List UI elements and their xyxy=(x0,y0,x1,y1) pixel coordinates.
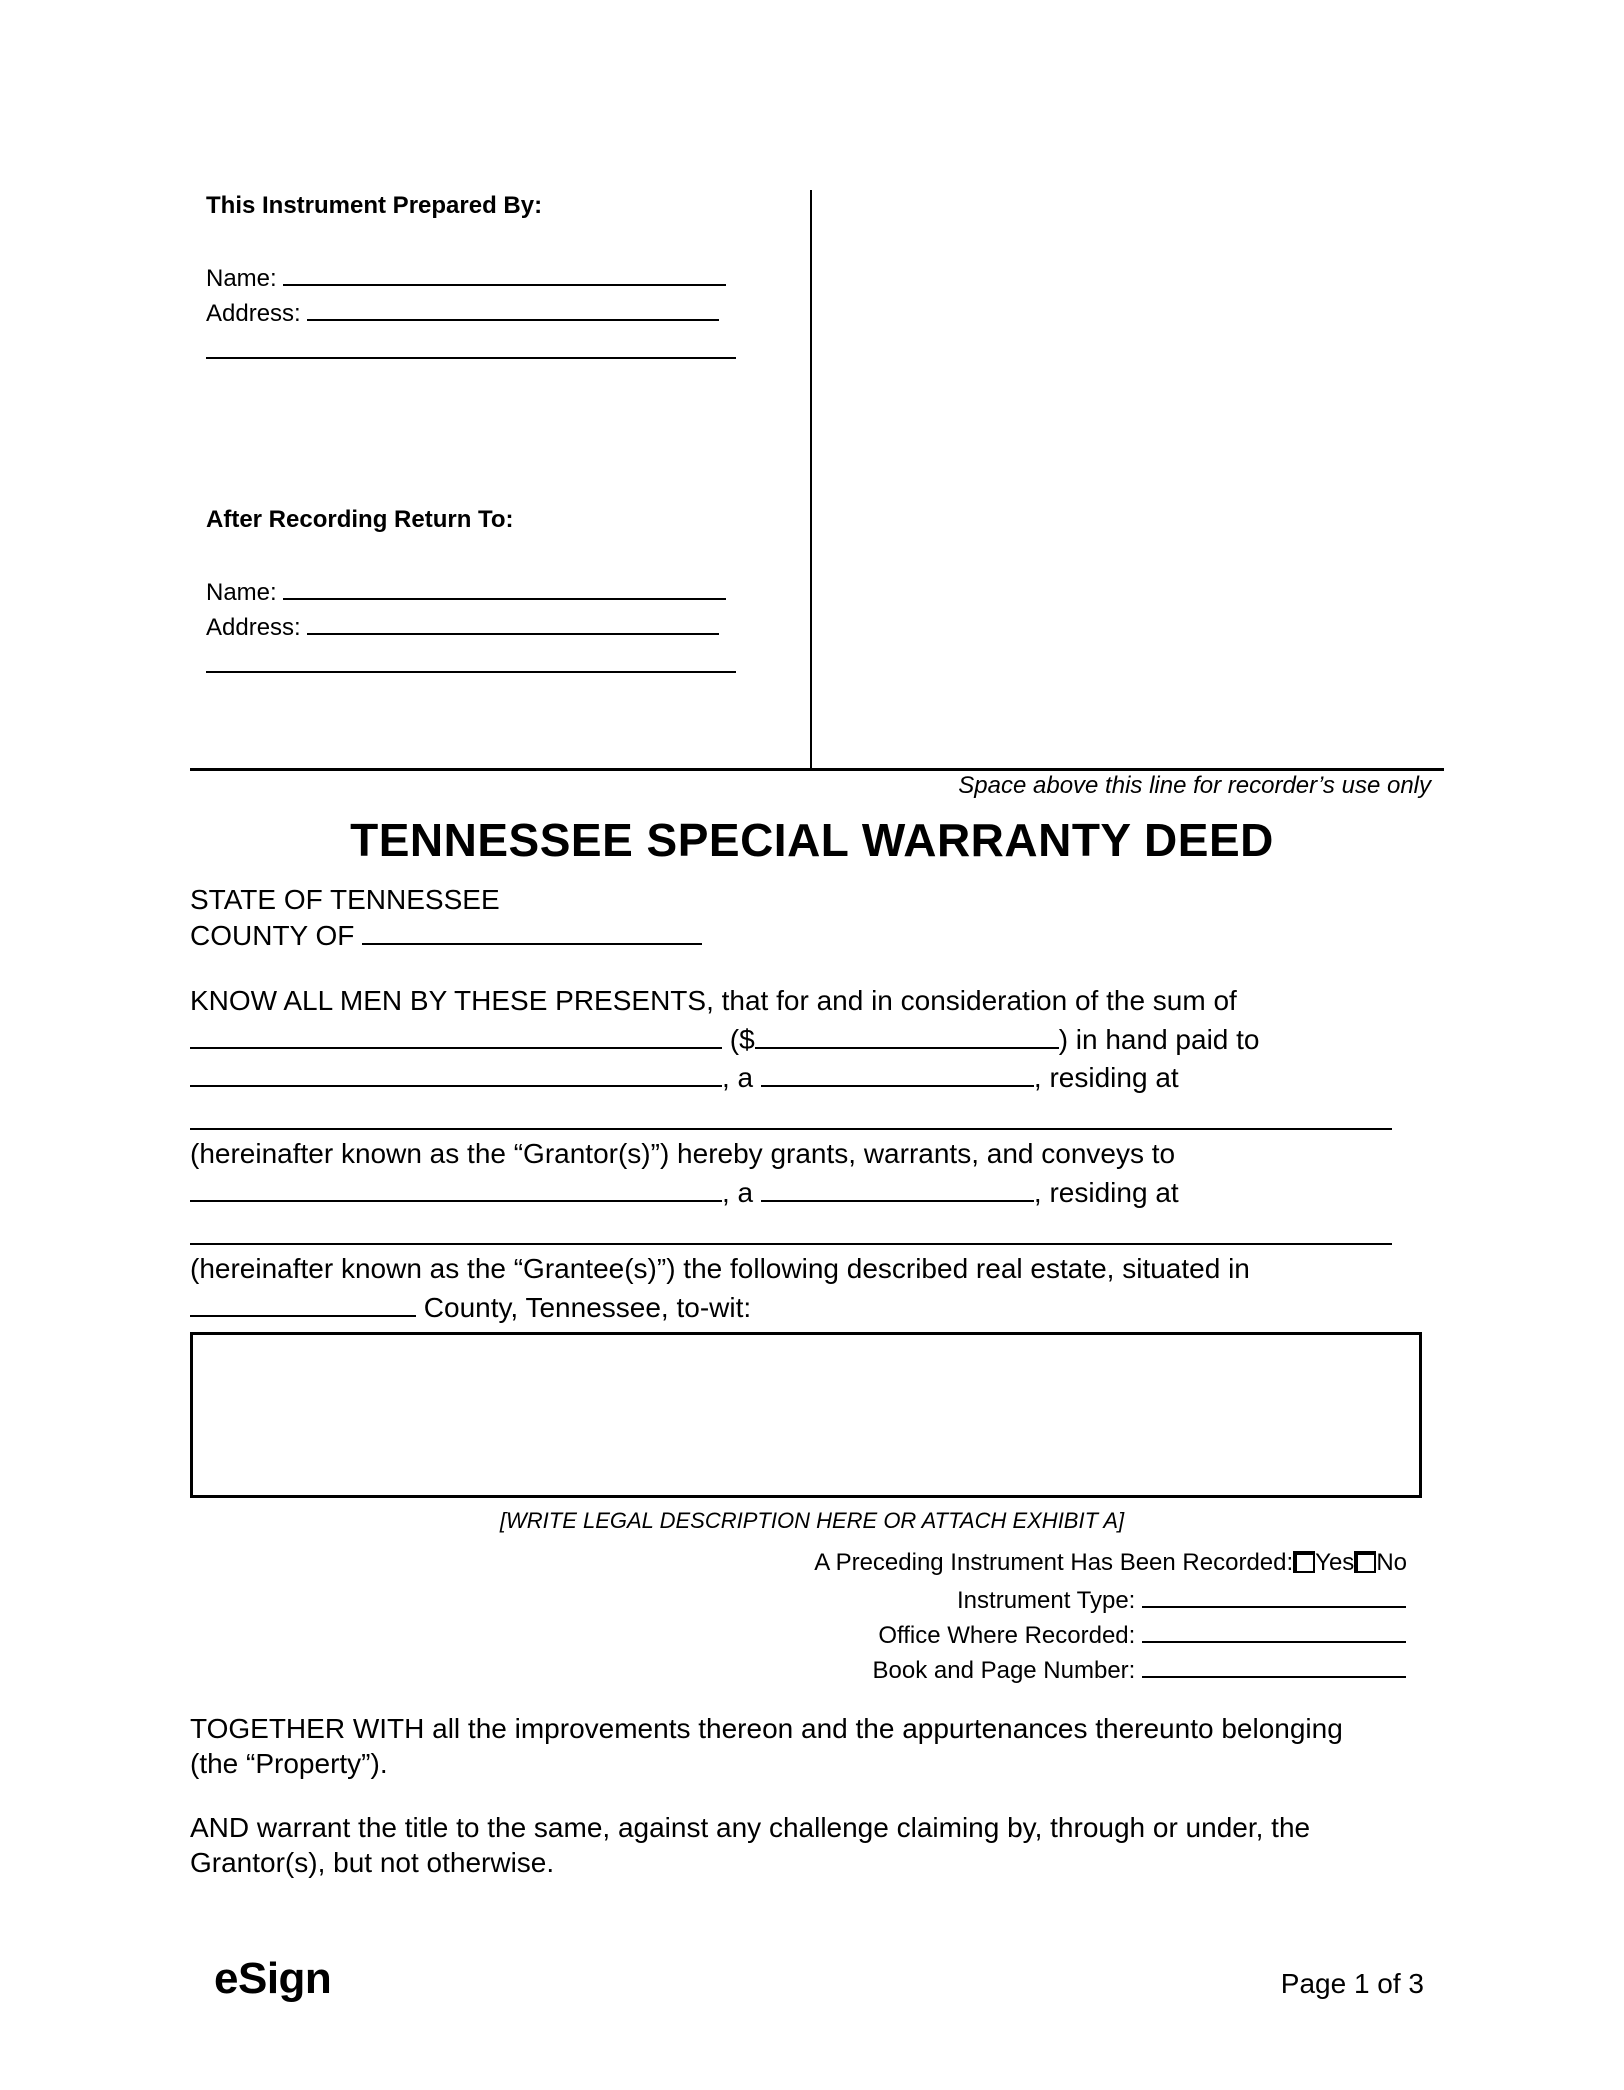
prepared-by-address-line-2[interactable] xyxy=(206,357,736,359)
return-to-address-row xyxy=(206,611,719,642)
grantor-status-field[interactable] xyxy=(761,1061,1034,1087)
prepared-by-title: This Instrument Prepared By: xyxy=(206,192,543,219)
warrant-line-1: AND warrant the title to the same, against any challenge claiming by, through or under, the xyxy=(190,1812,1311,1843)
prepared-by-name-row xyxy=(206,262,726,293)
grantee-name-field[interactable] xyxy=(190,1176,722,1202)
together-with-line-2: (the “Property”). xyxy=(190,1748,388,1779)
grantee-address-field[interactable] xyxy=(190,1243,1392,1245)
prepared-by-name-label: Name: xyxy=(206,265,277,292)
consideration-amount-field[interactable] xyxy=(755,1023,1059,1049)
book-page-label: Book and Page Number: xyxy=(872,1657,1136,1684)
grantor-comma-a: , a xyxy=(722,1062,754,1093)
no-label: No xyxy=(1376,1549,1407,1576)
grantor-row xyxy=(190,1061,1179,1094)
page-number: Page 1 of 3 xyxy=(1280,1968,1424,1999)
book-page-field[interactable] xyxy=(1142,1654,1406,1678)
grantor-definition-line: (hereinafter known as the “Grantor(s)”) hereby grants, warrants, and conveys to xyxy=(190,1138,1176,1169)
document-title: TENNESSEE SPECIAL WARRANTY DEED xyxy=(350,814,1274,866)
return-to-name-field[interactable] xyxy=(283,576,726,600)
county-field[interactable] xyxy=(362,919,702,945)
grantee-definition-line: (hereinafter known as the “Grantee(s)”) the following described real estate, situated in xyxy=(190,1253,1250,1284)
county-label: COUNTY OF xyxy=(190,920,355,951)
property-county-row xyxy=(190,1291,751,1324)
know-all-line: KNOW ALL MEN BY THESE PRESENTS, that for and in consideration of the sum of xyxy=(190,985,1237,1016)
instrument-type-field[interactable] xyxy=(1142,1584,1406,1608)
grantee-row xyxy=(190,1176,1179,1209)
instrument-type-label: Instrument Type: xyxy=(957,1587,1136,1614)
office-recorded-label: Office Where Recorded: xyxy=(878,1622,1136,1649)
recorder-note: Space above this line for recorder’s use only xyxy=(958,772,1431,799)
consideration-words-field[interactable] xyxy=(190,1023,722,1049)
in-hand-paid-to: ) in hand paid to xyxy=(1058,1024,1260,1055)
prepared-by-address-label: Address: xyxy=(206,300,301,327)
recorder-space-line xyxy=(190,768,1444,771)
return-to-name-label: Name: xyxy=(206,579,277,606)
return-to-address-label: Address: xyxy=(206,614,301,641)
grantor-residing-at: , residing at xyxy=(1033,1062,1179,1093)
book-page-row xyxy=(873,1654,1407,1685)
return-to-address-field[interactable] xyxy=(307,611,719,635)
office-recorded-field[interactable] xyxy=(1142,1619,1406,1643)
grantee-status-field[interactable] xyxy=(761,1176,1034,1202)
recorder-area-divider xyxy=(810,190,812,768)
yes-label: Yes xyxy=(1315,1549,1355,1576)
prepared-by-address-row xyxy=(206,297,719,328)
state-line: STATE OF TENNESSEE xyxy=(190,884,500,915)
warrant-line-2: Grantor(s), but not otherwise. xyxy=(190,1847,555,1878)
preceding-instrument-label: A Preceding Instrument Has Been Recorded: xyxy=(814,1549,1294,1576)
grantor-name-field[interactable] xyxy=(190,1061,722,1087)
prepared-by-name-field[interactable] xyxy=(283,262,726,286)
return-to-name-row xyxy=(206,576,726,607)
county-row xyxy=(190,919,702,952)
legal-description-caption: [WRITE LEGAL DESCRIPTION HERE OR ATTACH EXHIBIT A] xyxy=(499,1508,1125,1533)
return-to-title: After Recording Return To: xyxy=(206,506,514,533)
together-with-line-1: TOGETHER WITH all the improvements thereon and the appurtenances thereunto belonging xyxy=(190,1713,1343,1744)
grantee-residing-at: , residing at xyxy=(1033,1177,1179,1208)
grantee-comma-a: , a xyxy=(722,1177,754,1208)
grantor-address-field[interactable] xyxy=(190,1128,1392,1130)
legal-description-box[interactable] xyxy=(190,1332,1422,1498)
office-recorded-row xyxy=(878,1619,1406,1650)
prepared-by-address-field[interactable] xyxy=(307,297,719,321)
return-to-address-line-2[interactable] xyxy=(206,671,736,673)
county-tennessee-text: County, Tennessee, to-wit: xyxy=(423,1292,752,1323)
consideration-row xyxy=(190,1023,1260,1056)
dollar-open: ($ xyxy=(729,1024,755,1055)
no-checkbox[interactable] xyxy=(1354,1551,1376,1573)
property-county-field[interactable] xyxy=(190,1291,416,1317)
esign-logo: eSign xyxy=(214,1954,332,2003)
yes-checkbox[interactable] xyxy=(1293,1551,1315,1573)
instrument-type-row xyxy=(957,1584,1406,1615)
preceding-instrument-row xyxy=(814,1549,1407,1577)
